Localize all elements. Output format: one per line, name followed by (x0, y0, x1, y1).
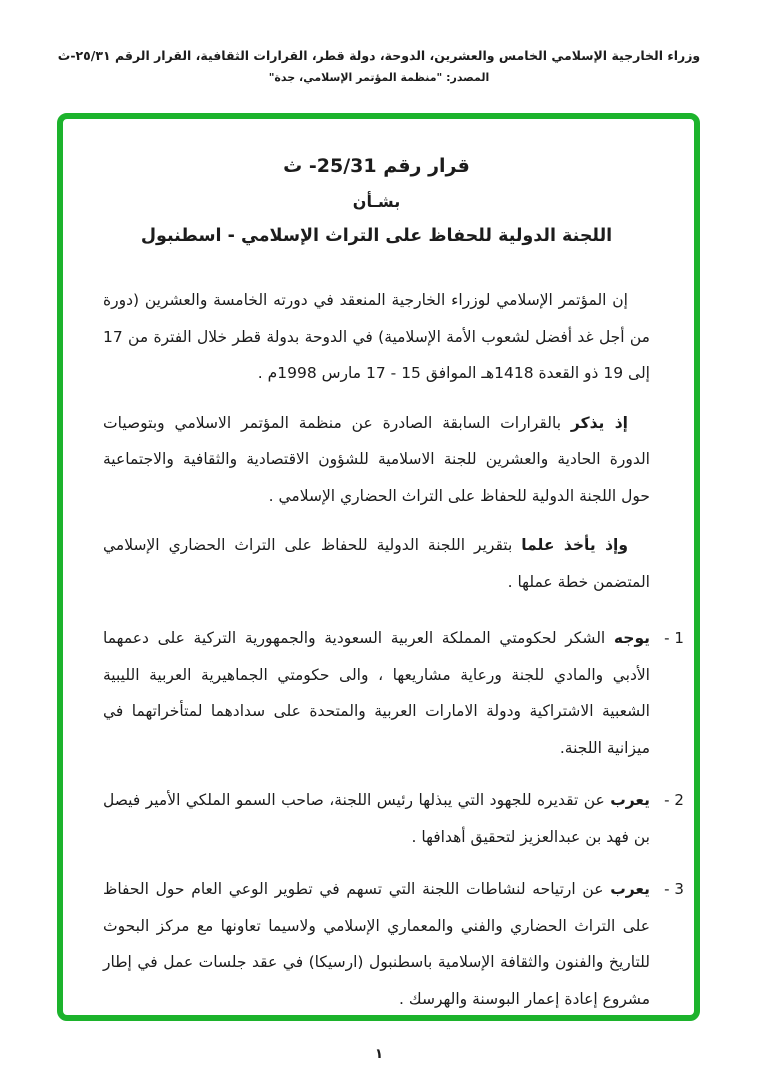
paragraph-text: بالقرارات السابقة الصادرة عن منظمة المؤتمر الاسلامي وبتوصيات الدورة الحادية والعشرين للجنة الاسلامية للشؤون الاقتصادية والثقافية والاجتماعية حول اللجنة الدولية للحفاظ على التراث الحضاري الإسلامي . (103, 413, 650, 505)
item-number: 2 - (664, 791, 684, 809)
preamble-paragraph-3 (103, 527, 650, 600)
paragraph-text: بتقرير اللجنة الدولية للحفاظ على التراث الحضاري الإسلامي المتضمن خطة عملها . (103, 536, 650, 591)
document-border-frame (57, 113, 700, 1021)
item-number: 1 - (664, 629, 684, 647)
page-number: ١ (374, 1046, 384, 1062)
item-body: عن تقديره للجهود التي يبذلها رئيس اللجنة، صاحب السمو الملكي الأمير فيصل بن فهد بن عبدالعزيز لتحقيق أهدافها . (103, 791, 650, 846)
preamble-paragraph-1 (103, 282, 650, 392)
operative-items-section (103, 620, 684, 1017)
preamble-section (103, 282, 650, 600)
document-content (63, 119, 694, 1017)
resolution-item-2 (103, 782, 684, 855)
item-body: عن ارتياحه لنشاطات اللجنة التي تسهم في تطوير الوعي العام حول الحفاظ على التراث الحضاري والفني والمعماري الإسلامي ولاسيما تعاونها مع مركز البحوث للتاريخ والفنون والثقافة الإسلامية باسطنبول (ارسيكا) في عقد جلسات عمل في إطار مشروع إعادة إعمار البوسنة والهرسك . (103, 880, 650, 1008)
preamble-paragraph-2 (103, 405, 650, 515)
resolution-title-block (103, 155, 650, 246)
header-source-line: وزراء الخارجية الإسلامي الخامس والعشرين، الدوحة، دولة قطر، القرارات الثقافية، القرار الرقم ٢٥/٣١-ث (57, 48, 701, 63)
resolution-regarding-label: بشـأن (352, 192, 401, 211)
resolution-item-3 (103, 871, 684, 1017)
paragraph-text: إن المؤتمر الإسلامي لوزراء الخارجية المنعقد في دورته الخامسة والعشرين (دورة من أجل غد أفضل لشعوب الأمة الإسلامية) في الدوحة بدولة قطر خلال الفترة من 17 إلى 19 ذو القعدة 1418هـ الموافق 15 - 17 مارس 1998م . (103, 291, 650, 382)
item-text (103, 782, 650, 855)
resolution-subject-title: اللجنة الدولية للحفاظ على التراث الإسلامي - اسطنبول (140, 226, 613, 246)
item-lead: يوجه (613, 629, 650, 647)
item-text (103, 620, 650, 766)
item-number: 3 - (664, 880, 684, 898)
item-lead: يعرب (610, 791, 650, 809)
resolution-number-title: قرار رقم 25/31- ث (283, 155, 470, 177)
header-source-citation: المصدر: "منظمة المؤتمر الإسلامي، جدة" (268, 71, 490, 84)
paragraph-lead: إذ يذكر (570, 413, 628, 432)
resolution-item-1 (103, 620, 684, 766)
paragraph-lead: وإذ يأخذ علما (521, 536, 629, 554)
item-lead: يعرب (610, 880, 650, 898)
page-header (0, 0, 758, 84)
item-text (103, 871, 650, 1017)
item-body: الشكر لحكومتي المملكة العربية السعودية والجمهورية التركية على دعمهما الأدبي والمادي للجنة ورعاية مشاريعها ، والى حكومتي الجماهيرية العربية الليبية الشعبية الاشتراكية ودولة الامارات العربية والمتحدة على سدادهما لمتأخراتهما في ميزانية اللجنة. (103, 629, 650, 757)
